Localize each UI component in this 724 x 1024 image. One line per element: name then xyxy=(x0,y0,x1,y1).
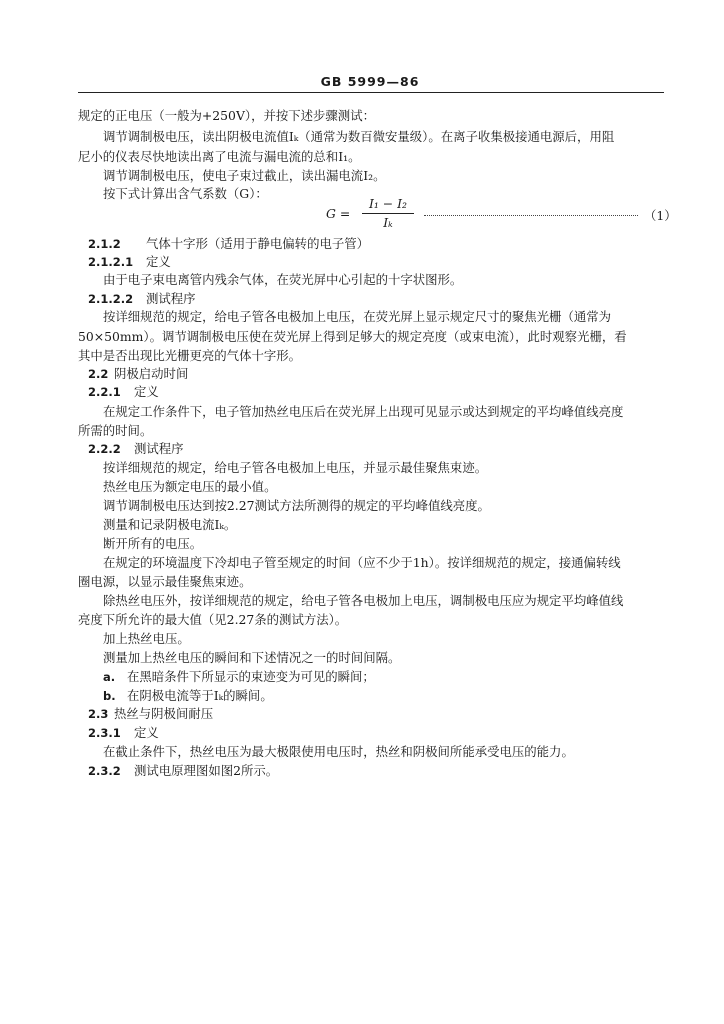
paragraph-line: 所需的时间。 xyxy=(78,423,153,438)
standard-number-header: GB 5999—86 xyxy=(320,74,420,89)
section-heading: 2.2 阴极启动时间 xyxy=(88,366,189,381)
paragraph-line: 测量加上热丝电压的瞬间和下述情况之一的时间间隔。 xyxy=(103,650,401,665)
section-heading: 2.3.1 定义 xyxy=(88,725,159,740)
dot-leader xyxy=(424,206,638,216)
paragraph-line: 热丝电压为额定电压的最小值。 xyxy=(103,479,277,494)
paragraph-line: 在规定工作条件下，电子管加热丝电压后在荧光屏上出现可见显示或达到规定的平均峰值线亮度 xyxy=(103,404,624,419)
section-heading: 2.3.2 测试电原理图如图2所示。 xyxy=(88,763,279,778)
paragraph-line: 按下式计算出含气系数（G）： xyxy=(103,186,268,201)
paragraph-line: 在截止条件下，热丝电压为最大极限使用电压时，热丝和阴极间所能承受电压的能力。 xyxy=(103,744,574,759)
paragraph-line: 50×50mm）。调节调制极电压使在荧光屏上得到足够大的规定亮度（或束电流），此时观察光栅，看 xyxy=(78,329,627,344)
gas-coefficient-formula xyxy=(326,196,677,236)
paragraph-line: 断开所有的电压。 xyxy=(103,536,203,551)
paragraph-line: 规定的正电压（一般为+250V），并按下述步骤测试： xyxy=(78,108,375,123)
paragraph-line: 加上热丝电压。 xyxy=(103,631,190,646)
paragraph-line: 调节调制极电压，使电子束过截止，读出漏电流I₂。 xyxy=(103,168,386,183)
section-heading: 2.1.2 气体十字形（适用于静电偏转的电子管） xyxy=(88,236,370,251)
paragraph-line: 测量和记录阴极电流Iₖ。 xyxy=(103,517,237,532)
section-heading: 2.1.2.2 测试程序 xyxy=(88,291,196,306)
paragraph-line: 圈电源，以显示最佳聚焦束迹。 xyxy=(78,574,252,589)
paragraph-line: 除热丝电压外，按详细规范的规定，给电子管各电极加上电压，调制极电压应为规定平均峰值线 xyxy=(103,593,624,608)
section-heading: 2.2.1 定义 xyxy=(88,384,159,399)
formula-denominator: Iₖ xyxy=(383,215,393,230)
section-heading: 2.3 热丝与阴极间耐压 xyxy=(88,706,214,721)
list-item: b. 在阴极电流等于Iₖ的瞬间。 xyxy=(103,688,273,703)
paragraph-line: 调节调制极电压，读出阴极电流值Iₖ（通常为数百微安量级）。在离子收集极接通电源后，用阻 xyxy=(103,129,615,144)
paragraph-line: 按详细规范的规定，给电子管各电极加上电压，并显示最佳聚焦束迹。 xyxy=(103,460,488,475)
equation-number: （1） xyxy=(644,208,677,223)
list-item: a. 在黑暗条件下所显示的束迹变为可见的瞬间； xyxy=(103,669,375,684)
paragraph-line: 由于电子束电离管内残余气体，在荧光屏中心引起的十字状图形。 xyxy=(103,272,463,287)
paragraph-line: 亮度下所允许的最大值（见2.27条的测试方法）。 xyxy=(78,612,348,627)
paragraph-line: 调节调制极电压达到按2.27测试方法所测得的规定的平均峰值线亮度。 xyxy=(103,498,490,513)
formula-numerator: I₁ − I₂ xyxy=(369,196,407,211)
header-rule xyxy=(78,92,664,93)
formula-fraction xyxy=(362,196,414,231)
formula-lhs: G = xyxy=(326,206,351,221)
paragraph-line: 在规定的环境温度下冷却电子管至规定的时间（应不少于1h）。按详细规范的规定，接通偏转线 xyxy=(103,555,621,570)
section-heading: 2.2.2 测试程序 xyxy=(88,441,184,456)
paragraph-line: 尼小的仪表尽快地读出离了电流与漏电流的总和I₁。 xyxy=(78,149,361,164)
section-heading: 2.1.2.1 定义 xyxy=(88,254,171,269)
paragraph-line: 其中是否出现比光栅更亮的气体十字形。 xyxy=(78,348,302,363)
paragraph-line: 按详细规范的规定，给电子管各电极加上电压，在荧光屏上显示规定尺寸的聚焦光栅（通常为 xyxy=(103,309,612,324)
fraction-bar xyxy=(362,213,414,214)
